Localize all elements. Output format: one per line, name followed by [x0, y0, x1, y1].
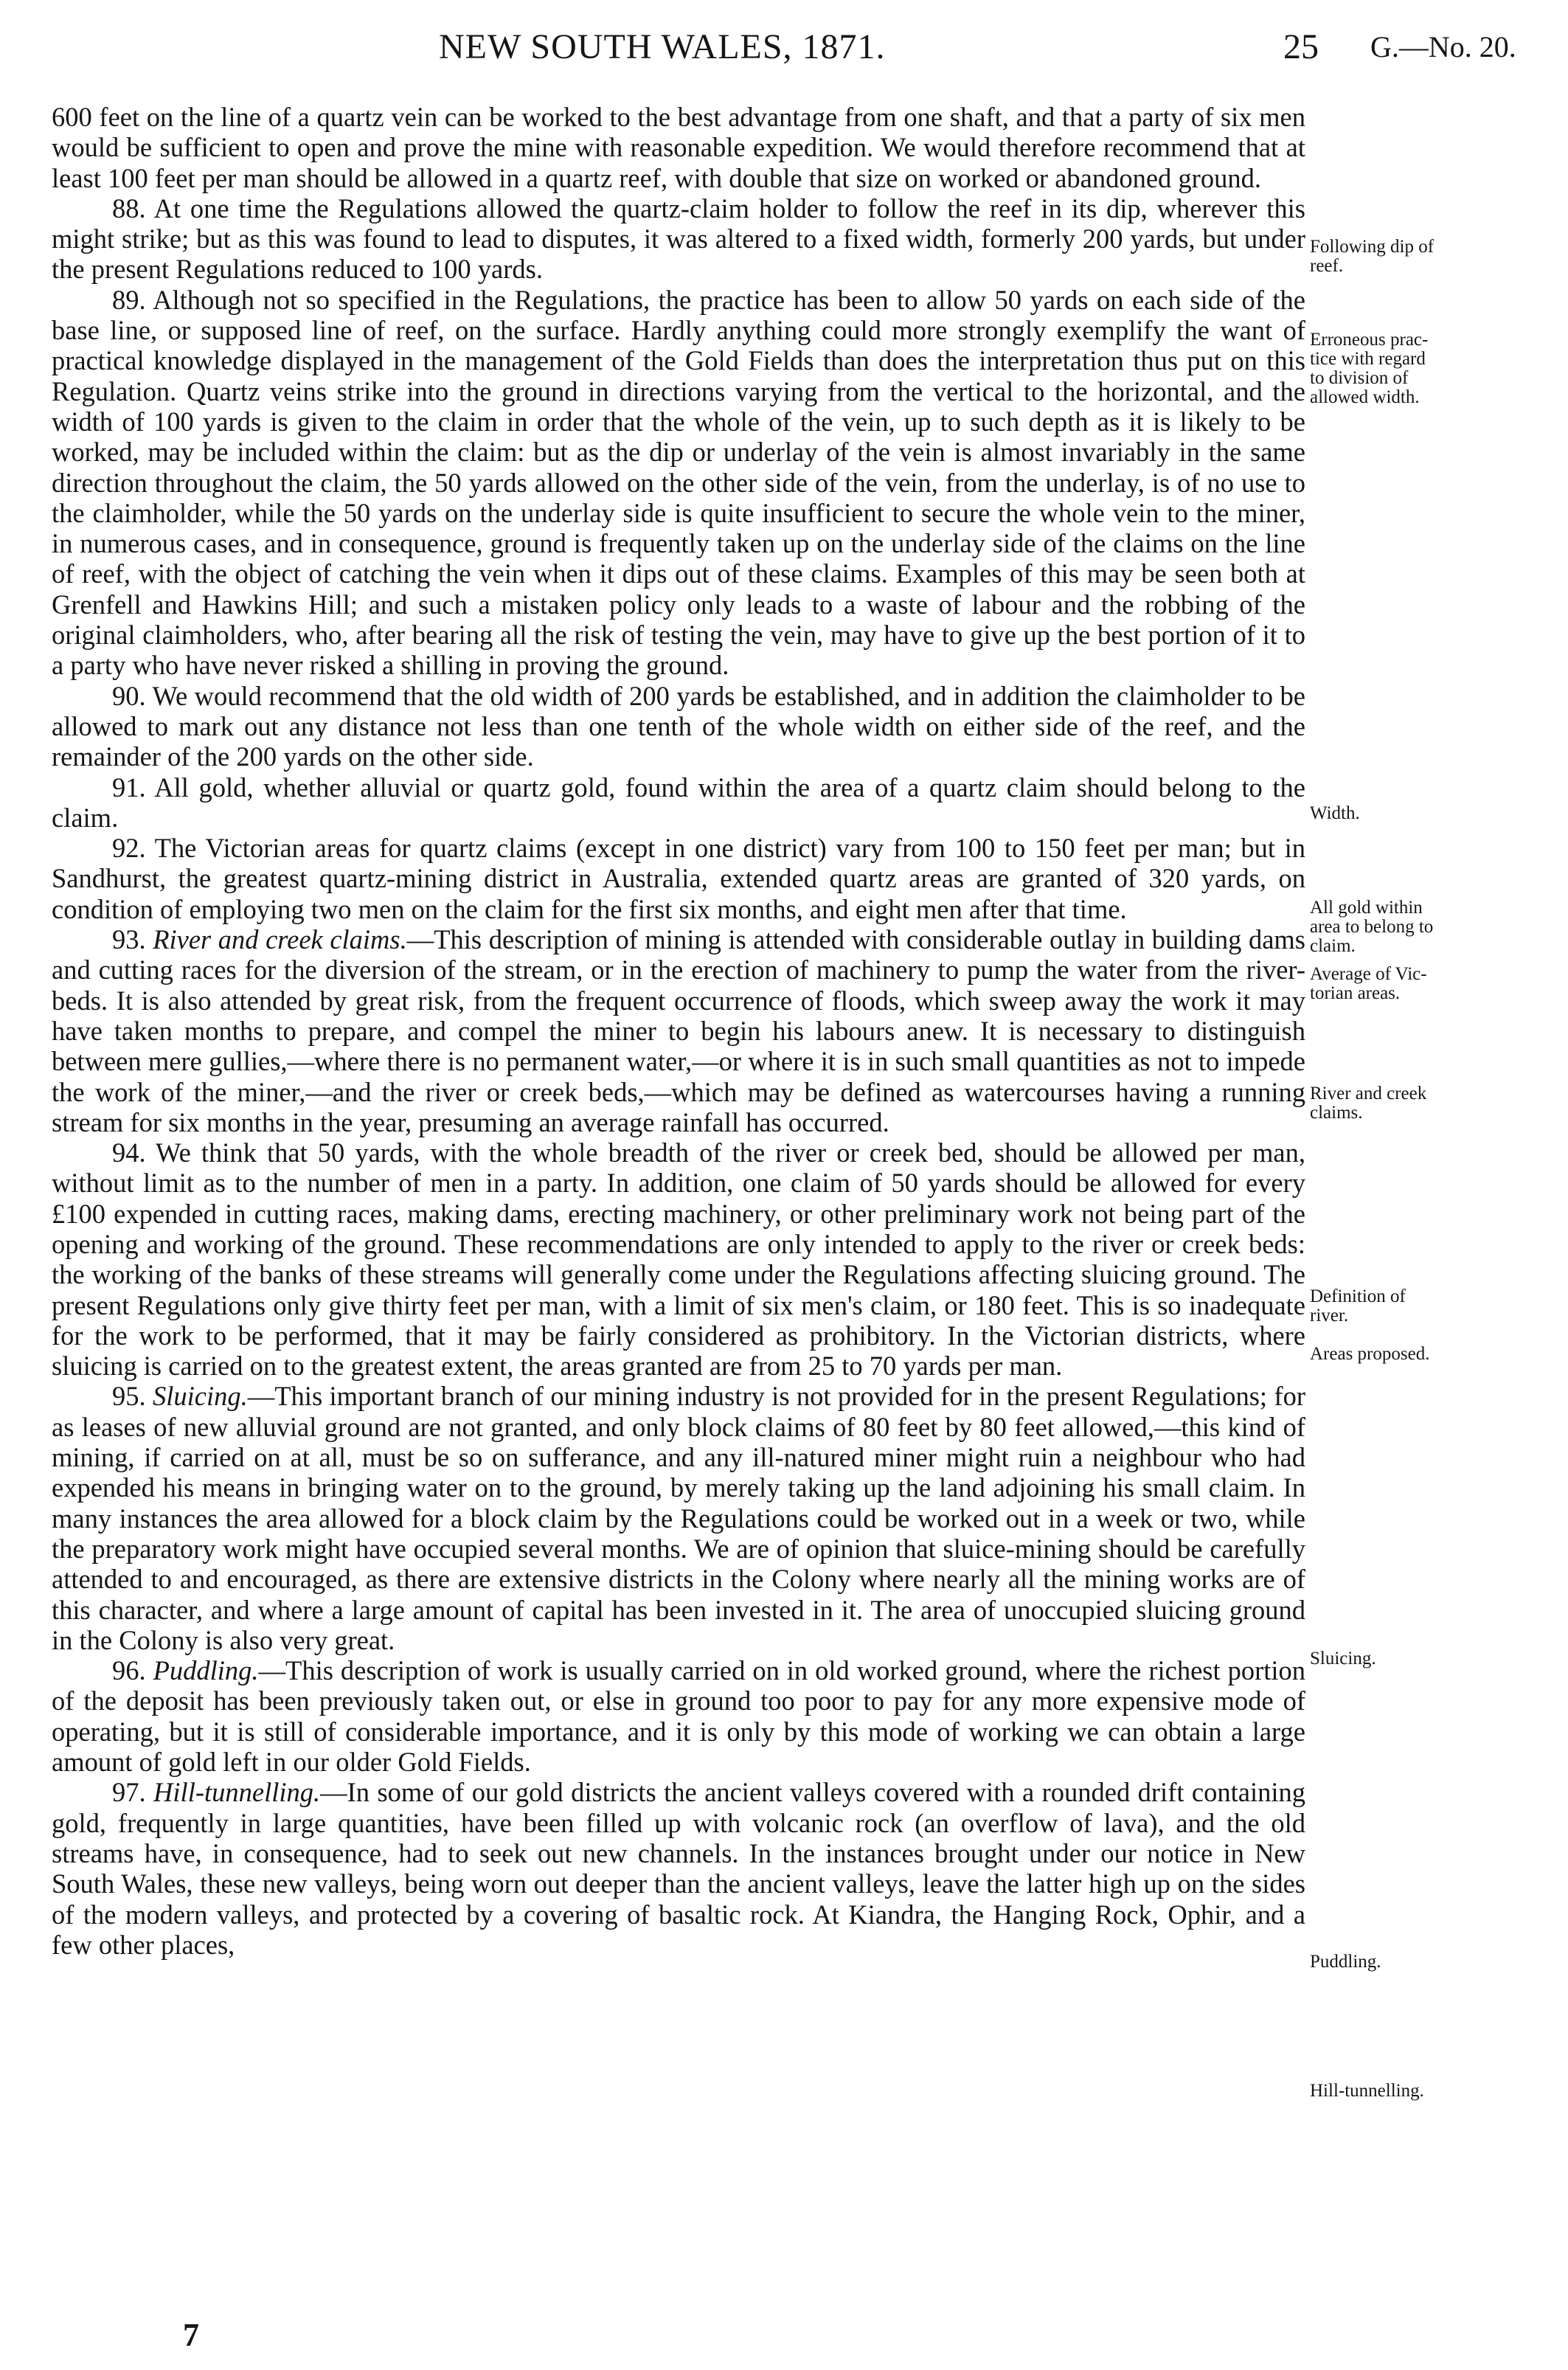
margin-note-areas-proposed: Areas proposed. — [1310, 1344, 1430, 1364]
paragraph-96-heading: Puddling. — [153, 1655, 259, 1686]
margin-note-width: Width. — [1310, 803, 1360, 823]
paragraph-94: 94. We think that 50 yards, with the whole breadth of the river or creek bed, should be allowed per man, without limit as to the number of men in a party. In addition, one claim of 50 yards should be allowed for every £100 expended in cutting races, making dams, erecting machinery, or other preliminary work not being part of the opening and working of the ground. These recommendations are only intended to apply to the river or creek beds: the working of the banks of these streams will generally come under the Regulations affecting sluicing ground. The present Regulations only give thirty feet per man, with a limit of six men's claim, or 180 feet. This is so inadequate for the work to be performed, that it may be fairly considered as prohibitory. In the Victorian districts, where sluicing is carried on to the greatest extent, the areas granted are from 25 to 70 yards per man. — [52, 1137, 1305, 1382]
paragraph-93 — [52, 924, 1305, 1137]
margin-note-all-gold: All gold within area to belong to claim. — [1310, 898, 1434, 956]
main-text-column — [52, 102, 1305, 1960]
paragraph-97 — [52, 1777, 1305, 1960]
margin-note-following-dip: Following dip of reef. — [1310, 237, 1435, 276]
document-code: G.—No. 20. — [1370, 30, 1516, 63]
paragraph-96-number: 96. — [112, 1655, 146, 1686]
paragraph-97-heading: Hill-tunnelling. — [153, 1777, 321, 1808]
paragraph-93-heading: River and creek claims. — [153, 924, 407, 955]
paragraph-intro: 600 feet on the line of a quartz vein can be worked to the best advantage from one shaft, and that a party of six men would be sufficient to open and prove the mine with reasonable expedition. We would therefore recommend that at least 100 feet per man should be allowed in a quartz reef, with double that size on worked or abandoned ground. — [52, 102, 1305, 193]
page-number: 25 — [1283, 27, 1319, 66]
paragraph-91: 91. All gold, whether alluvial or quartz gold, found within the area of a quartz claim should belong to the claim. — [52, 772, 1305, 833]
margin-note-sluicing: Sluicing. — [1310, 1649, 1376, 1669]
paragraph-93-number: 93. — [112, 924, 146, 955]
paragraph-95-heading: Sluicing. — [153, 1381, 248, 1412]
paragraph-95-text: —This important branch of our mining industry is not provided for in the present Regulations; for as leases of new alluvial ground are not granted, and only block claims of 80 feet by 80 feet allowed,—this kind of mining, if carried on at all, must be so on sufferance, and any ill-natured miner might ruin a neighbour who had expended his means in bringing water on to the ground, by merely taking up the land adjoining his small claim. In many instances the area allowed for a block claim by the Regulations could be worked out in a week or two, while the preparatory work might have occupied several months. We are of opinion that sluice-mining should be carefully attended to and encouraged, as there are extensive districts in the Colony where nearly all the mining works are of this character, and where a large amount of capital has been invested in it. The area of unoccupied sluicing ground in the Colony is also very great. — [52, 1381, 1305, 1655]
margin-note-puddling: Puddling. — [1310, 1952, 1381, 1972]
paragraph-93-text: —This description of mining is attended with considerable outlay in building dams and cutting races for the diversion of the stream, or in the erection of machinery to pump the water from the river-beds. It is also attended by great risk, from the frequent occurrence of floods, which sweep away the work it may have taken months to prepare, and compel the miner to begin his labours anew. It is necessary to distinguish between mere gullies,—where there is no permanent water,—or where it is in such small quantities as not to impede the work of the miner,—and the river or creek beds,—which may be defined as watercourses having a running stream for six months in the year, presuming an average rainfall has occurred. — [52, 924, 1305, 1137]
margin-note-definition-river: Definition of river. — [1310, 1286, 1406, 1326]
sheet-number: 7 — [183, 2317, 199, 2353]
margin-note-river-creek: River and creek claims. — [1310, 1084, 1427, 1123]
paragraph-95 — [52, 1381, 1305, 1655]
running-title: NEW SOUTH WALES, 1871. — [439, 27, 886, 66]
paragraph-92: 92. The Victorian areas for quartz claims (except in one district) vary from 100 to 150 feet per man; but in Sandhurst, the greatest quartz-mining district in Australia, extended quartz areas are granted of 320 yards, on condition of employing two men on the claim for the first six months, and eight men after that time. — [52, 833, 1305, 924]
paragraph-89: 89. Although not so specified in the Regulations, the practice has been to allow 50 yards on each side of the base line, or supposed line of reef, on the surface. Hardly anything could more strongly exemplify the want of practical knowledge displayed in the management of the Gold Fields than does the interpretation thus put on this Regulation. Quartz veins strike into the ground in directions varying from the vertical to the horizontal, and the width of 100 yards is given to the claim in order that the whole of the vein, up to such depth as it is likely to be worked, may be included within the claim: but as the dip or underlay of the vein is almost invariably in the same direction throughout the claim, the 50 yards allowed on the other side of the vein, from the underlay, is of no use to the claimholder, while the 50 yards on the underlay side is quite insufficient to secure the whole vein to the miner, in numerous cases, and in consequence, ground is frequently taken up on the underlay side of the claims on the line of reef, with the object of catching the vein when it dips out of these claims. Examples of this may be seen both at Grenfell and Hawkins Hill; and such a mistaken policy only leads to a waste of labour and the robbing of the original claimholders, who, after bearing all the risk of testing the vein, may have to give up the best portion of it to a party who have never risked a shilling in proving the ground. — [52, 284, 1305, 681]
paragraph-97-number: 97. — [112, 1777, 146, 1808]
margin-note-hill-tunnelling: Hill-tunnelling. — [1310, 2081, 1424, 2101]
paragraph-96-text: —This description of work is usually carried on in old worked ground, where the richest portion of the deposit has been previously taken out, or else in ground too poor to pay for any more expensive mode of operating, but it is still of considerable importance, and it is only by this mode of working we can obtain a large amount of gold left in our older Gold Fields. — [52, 1655, 1306, 1778]
paragraph-90: 90. We would recommend that the old width of 200 yards be established, and in addition the claimholder to be allowed to mark out any distance not less than one tenth of the whole width on either side of the reef, and the remainder of the 200 yards on the other side. — [52, 680, 1305, 772]
paragraph-96 — [52, 1655, 1305, 1777]
paragraph-95-number: 95. — [112, 1381, 146, 1412]
margin-note-erroneous-practice: Erroneous prac- tice with regard to division of allowed width. — [1310, 330, 1429, 407]
paragraph-97-text: —In some of our gold districts the ancient valleys covered with a rounded drift containing gold, frequently in large quantities, have been filled up with volcanic rock (an overflow of lava), and the old streams have, in consequence, had to seek out new channels. In the instances brought under our notice in New South Wales, these new valleys, being worn out deeper than the ancient valleys, leave the latter high up on the sides of the modern valleys, and protected by a covering of basaltic rock. At Kiandra, the Hanging Rock, Ophir, and a few other places, — [52, 1777, 1305, 1960]
paragraph-88: 88. At one time the Regulations allowed the quartz-claim holder to follow the reef in its dip, wherever this might strike; but as this was found to lead to disputes, it was altered to a fixed width, formerly 200 yards, but under the present Regulations reduced to 100 yards. — [52, 193, 1305, 285]
margin-note-average-victorian: Average of Vic- torian areas. — [1310, 964, 1427, 1003]
